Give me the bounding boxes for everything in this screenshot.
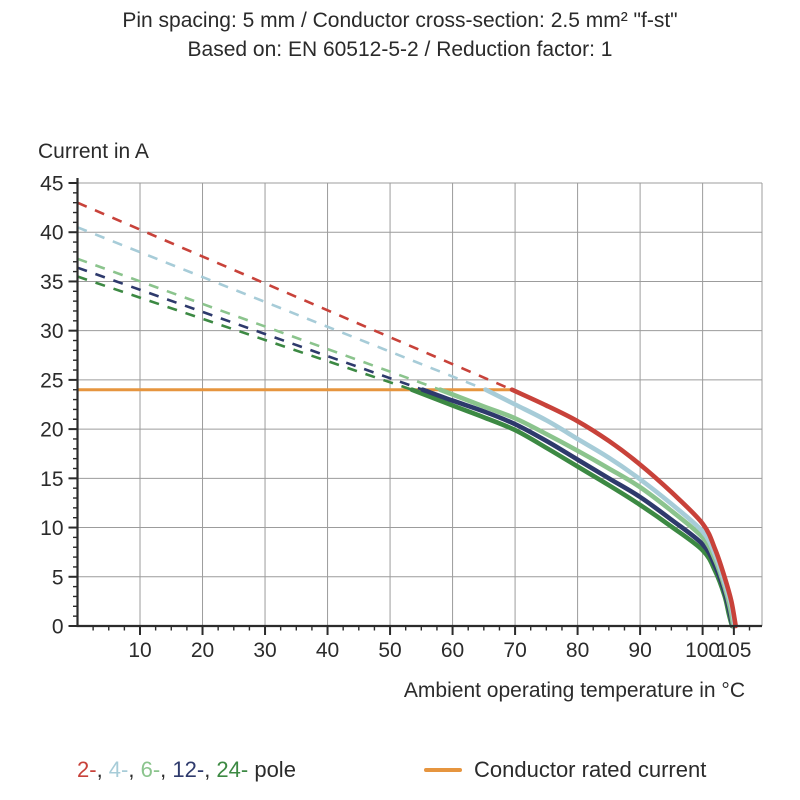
legend-item-2-pole: 2-: [77, 757, 97, 782]
gridlines: [78, 183, 763, 626]
legend-separator: ,: [204, 757, 217, 782]
legend-item-12-pole: 12-: [172, 757, 205, 782]
derating-solid-curves: [412, 390, 736, 626]
legend-pole-list: [77, 757, 296, 783]
x-tick-label: 60: [440, 639, 465, 662]
series-12-pole-dashed: [78, 268, 423, 390]
y-tick-label: 15: [40, 467, 64, 491]
series-24-pole-solid: [412, 390, 732, 626]
rated-current-line-swatch: [424, 768, 462, 772]
series-2-pole-dashed: [78, 203, 513, 390]
x-tick-label: 10: [128, 639, 152, 662]
chart-subtitle: Based on: EN 60512-5-2 / Reduction factor: 1: [187, 38, 613, 61]
series-6-pole-dashed: [78, 259, 441, 390]
y-tick-label: 20: [40, 418, 64, 442]
y-tick-label: 10: [40, 517, 64, 541]
series-4-pole-solid: [486, 390, 735, 626]
derating-dashed-lines: [78, 203, 513, 390]
legend-item-24-pole: 24-: [216, 757, 249, 782]
y-tick-label: 5: [51, 566, 64, 590]
x-tick-label: 20: [190, 639, 215, 662]
legend-item-4-pole: 4-: [108, 757, 129, 782]
x-tick-label: 30: [253, 639, 277, 662]
legend-separator: ,: [128, 757, 141, 782]
x-tick-label: 105: [716, 639, 752, 662]
y-tick-label: 45: [40, 172, 64, 196]
axes: [40, 173, 762, 663]
y-tick-label: 0: [51, 615, 64, 639]
chart-title: Pin spacing: 5 mm / Conductor cross-section: 2.5 mm² "f-st": [122, 9, 678, 32]
x-axis-title: Ambient operating temperature in °C: [403, 679, 745, 702]
x-tick-label: 70: [503, 639, 527, 662]
y-tick-label: 25: [40, 369, 64, 393]
rated-current-label: Conductor rated current: [474, 757, 707, 782]
legend-separator: ,: [96, 757, 109, 782]
y-tick-label: 40: [40, 221, 64, 245]
legend-separator: ,: [160, 757, 173, 782]
legend-item-6-pole: 6-: [140, 757, 161, 782]
x-tick-label: 50: [378, 639, 402, 662]
y-axis-title: Current in A: [38, 140, 149, 163]
y-tick-label: 30: [40, 320, 64, 344]
legend: [0, 757, 800, 793]
legend-rated-current: [424, 757, 706, 783]
y-tick-label: 35: [40, 270, 64, 294]
legend-pole-suffix: pole: [248, 757, 296, 782]
series-4-pole-dashed: [78, 227, 486, 389]
x-tick-label: 90: [628, 639, 652, 662]
x-tick-label: 100: [685, 639, 721, 662]
x-tick-label: 40: [315, 639, 340, 662]
x-tick-label: 80: [565, 639, 590, 662]
